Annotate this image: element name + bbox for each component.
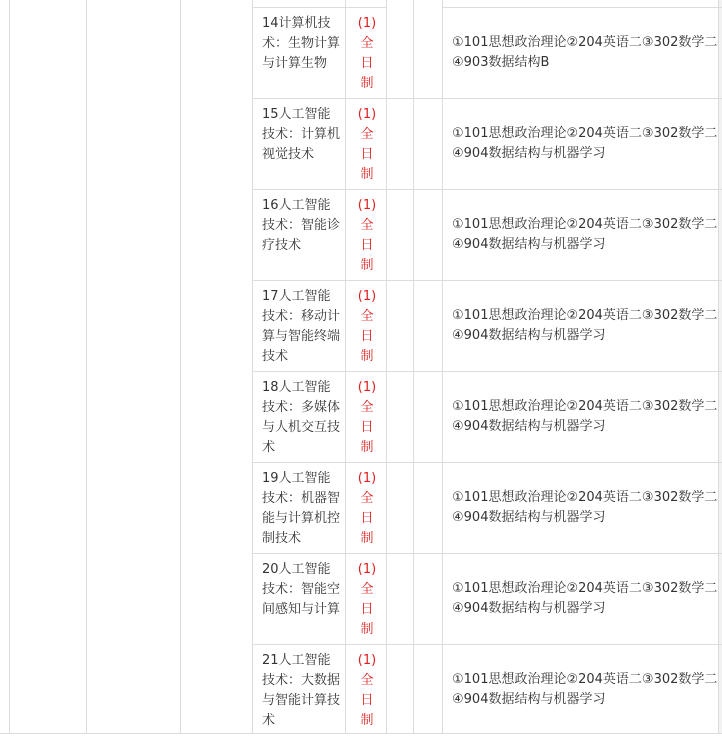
exam-subjects: ①101思想政治理论②204英语二③302数学二④903数据结构B	[452, 35, 718, 70]
major-name: 17人工智能技术：移动计算与智能终端技术	[262, 289, 341, 364]
table-row	[0, 371, 722, 462]
table-row	[0, 553, 722, 644]
table-row	[0, 462, 722, 553]
major-name: 18人工智能技术：多媒体与人机交互技术	[262, 380, 341, 455]
study-mode: (1) 全 日 制	[357, 289, 377, 364]
exam-subjects: ①101思想政治理论②204英语二③302数学二④904数据结构与机器学习	[452, 126, 718, 161]
major-name: 21人工智能技术：大数据与智能计算技术	[262, 653, 341, 728]
major-name: 14计算机技术：生物计算与计算生物	[262, 16, 341, 71]
exam-subjects: ①101思想政治理论②204英语二③302数学二④904数据结构与机器学习	[452, 581, 718, 616]
table-row	[0, 7, 722, 98]
exam-subjects: ①101思想政治理论②204英语二③302数学二④904数据结构与机器学习	[452, 672, 718, 707]
study-mode: (1) 全 日 制	[357, 471, 377, 546]
table-row	[0, 98, 722, 189]
study-mode: (1) 全 日 制	[357, 198, 377, 273]
study-mode: (1) 全 日 制	[357, 562, 377, 637]
exam-subjects: ①101思想政治理论②204英语二③302数学二④904数据结构与机器学习	[452, 399, 718, 434]
major-name: 16人工智能技术：智能诊疗技术	[262, 198, 341, 253]
major-name: 15人工智能技术：计算机视觉技术	[262, 107, 341, 162]
table-row	[0, 189, 722, 280]
major-name: 19人工智能技术：机器智能与计算机控制技术	[262, 471, 341, 546]
exam-subjects: ①101思想政治理论②204英语二③302数学二④904数据结构与机器学习	[452, 490, 718, 525]
study-mode: (1) 全 日 制	[357, 380, 377, 455]
study-mode: (1) 全 日 制	[357, 107, 377, 182]
study-mode: (1) 全 日 制	[357, 653, 377, 728]
table-row	[0, 644, 722, 735]
study-mode: (1) 全 日 制	[357, 16, 377, 91]
table-row	[0, 280, 722, 371]
exam-subjects: ①101思想政治理论②204英语二③302数学二④904数据结构与机器学习	[452, 308, 718, 343]
exam-subjects: ①101思想政治理论②204英语二③302数学二④904数据结构与机器学习	[452, 217, 718, 252]
major-name: 20人工智能技术：智能空间感知与计算	[262, 562, 341, 617]
